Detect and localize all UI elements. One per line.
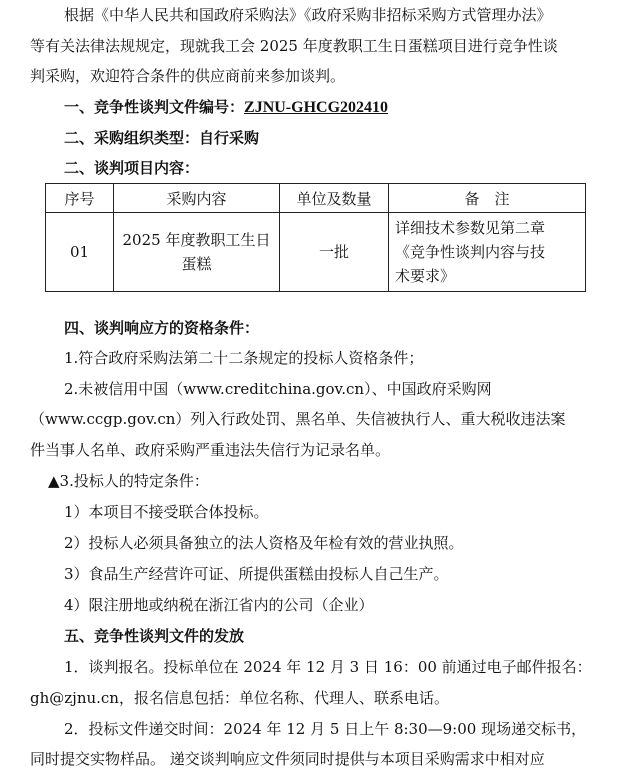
qualification-2-line-3: 件当事人名单、政府采购严重违法失信行为记录名单。	[30, 441, 391, 459]
section-3-heading: 二、谈判项目内容：	[64, 159, 200, 177]
remark-line-1: 详细技术参数见第二章	[395, 219, 546, 237]
content-line-1: 2025 年度教职工生日	[122, 231, 271, 249]
header-qty: 单位及数量	[280, 184, 389, 213]
qualification-3-heading: ▲3.投标人的特定条件：	[48, 472, 209, 490]
remark-line-3: 术要求》	[395, 267, 456, 285]
section-4-heading: 四、谈判响应方的资格条件：	[64, 319, 260, 337]
qualification-2-line-1: 2.未被信用中国（www.creditchina.gov.cn）、中国政府采购网	[64, 380, 492, 398]
s5-item-2-line-2: 同时提交实物样品。 递交谈判响应文件须同时提供与本项目采购需求中相对应	[30, 750, 545, 768]
document-number: ZJNU-GHCG202410	[244, 99, 389, 116]
qualification-3-item-4: 4）限注册地或纳税在浙江省内的公司（企业）	[64, 596, 374, 614]
s5-item-2-line-1: 2．投标文件递交时间：2024 年 12 月 5 日上午 8:30—9:00 现场递交标书，	[64, 720, 587, 738]
remark-line-2: 《竞争性谈判内容与技	[395, 243, 546, 261]
qualification-1: 1.符合政府采购法第二十二条规定的投标人资格条件；	[64, 349, 424, 367]
intro-line-3: 判采购，欢迎符合条件的供应商前来参加谈判。	[30, 67, 346, 85]
intro-line-2: 等有关法律法规规定，现就我工会 2025 年度教职工生日蛋糕项目进行竞争性谈	[30, 37, 558, 55]
table-row	[46, 213, 586, 292]
header-content: 采购内容	[114, 184, 280, 213]
cell-remark	[389, 213, 586, 292]
section-1-heading	[64, 97, 388, 118]
header-no: 序号	[46, 184, 114, 213]
section-5-heading: 五、竞争性谈判文件的发放	[64, 627, 245, 645]
intro-line-1: 根据《中华人民共和国政府采购法》《政府采购非招标采购方式管理办法》	[64, 6, 552, 24]
header-remark: 备 注	[389, 184, 586, 213]
qualification-3-item-3: 3）食品生产经营许可证、所提供蛋糕由投标人自己生产。	[64, 565, 449, 583]
content-line-2: 蛋糕	[181, 255, 212, 273]
section-1-label: 一、竞争性谈判文件编号：	[64, 98, 245, 116]
qualification-2-line-2: （www.ccgp.gov.cn）列入行政处罚、黑名单、失信被执行人、重大税收违法案	[30, 410, 566, 428]
s5-item-1-line-2: gh@zjnu.cn，报名信息包括：单位名称、代理人、联系电话。	[30, 689, 449, 707]
s5-item-1-line-1: 1．谈判报名。投标单位在 2024 年 12 月 3 日 16：00 前通过电子邮件报名：	[64, 658, 592, 676]
qualification-3-item-1: 1）本项目不接受联合体投标。	[64, 503, 269, 521]
qualification-3-item-2: 2）投标人必须具备独立的法人资格及年检有效的营业执照。	[64, 534, 464, 552]
table-header-row	[46, 184, 586, 213]
cell-content	[114, 213, 280, 292]
section-2-heading: 二、采购组织类型：自行采购	[64, 129, 260, 147]
cell-qty: 一批	[280, 213, 389, 292]
cell-no: 01	[46, 213, 114, 292]
procurement-table	[45, 183, 586, 292]
